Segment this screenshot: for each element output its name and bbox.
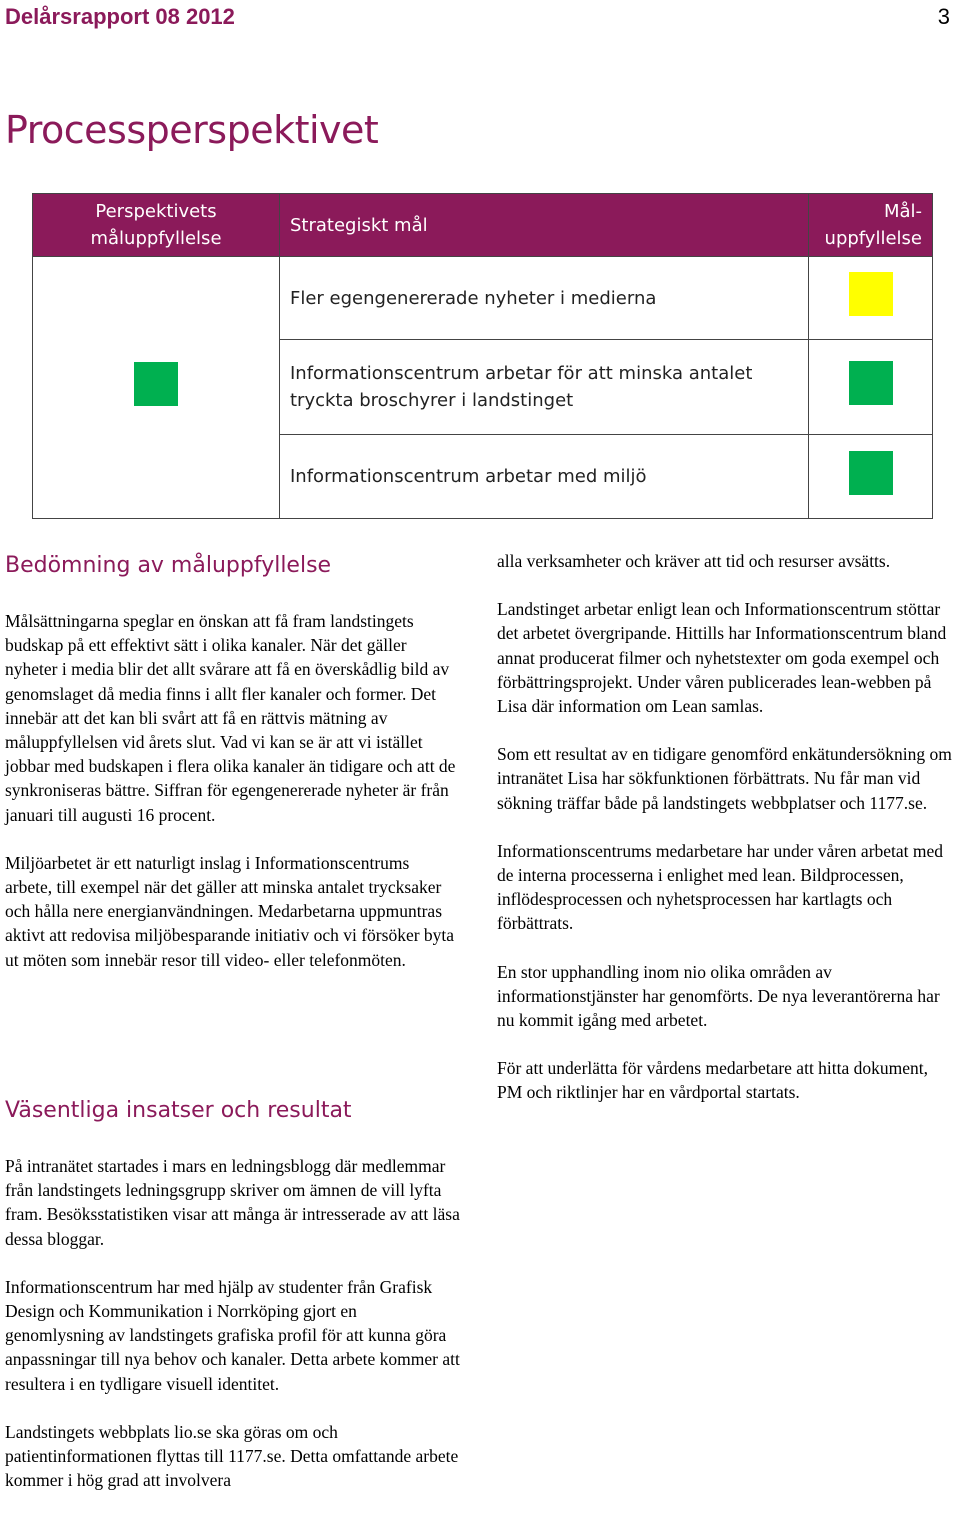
paragraph: Informationscentrum har med hjälp av studenter från Grafisk Design och Kommunikation i Norrköping gjort en genomlysning av landstingets grafiska profil för att kunna göra anpassningar till nya behov och kanaler. Detta arbete kommer att resultera i en tydligare visuell identitet.: [5, 1276, 460, 1394]
page-title: Processperspektivet: [5, 108, 379, 152]
right-column-text: [497, 549, 957, 1129]
goal-text: Informationscentrum arbetar för att minska antalet tryckta broschyrer i landstinget: [280, 340, 809, 435]
paragraph: På intranätet startades i mars en ledningsblogg där medlemmar från landstingets ledningsgrupp skriver om ämnen de vill lyfta fram. Besöksstatistiken visar att många är intresserade av att läsa dessa bloggar.: [5, 1156, 460, 1249]
paragraph: Målsättningarna speglar en önskan att få fram landstingets budskap på ett effektivt sätt i olika kanaler. När det gäller nyheter i media blir det allt svårare att få en överskådlig bild av genomslaget då media finns i allt fler kanaler och former. Det innebär att det kan bli svårt att få en rättvis mätning av måluppfyllelsen vid årets slut. Vad vi kan se är att vi istället jobbar med budskapen i flera olika kanaler än tidigare och att de synkroniseras bättre. Siffran för egengenererade nyheter är från januari till augusti 16 procent.: [5, 611, 456, 825]
efforts-text: [5, 1154, 460, 1516]
goal-status-indicator: [849, 272, 893, 316]
report-header-title: Delårsrapport 08 2012: [5, 4, 235, 29]
goal-status-cell: [809, 340, 933, 435]
header-perspective-fulfillment: Perspektivets måluppfyllelse: [33, 194, 280, 257]
perspective-status-cell: [33, 257, 280, 519]
goal-status-indicator: [849, 361, 893, 405]
goal-text: Informationscentrum arbetar med miljö: [280, 435, 809, 519]
paragraph: För att underlätta för vårdens medarbetare att hitta dokument, PM och riktlinjer har en vårdportal startats.: [497, 1058, 929, 1103]
goal-status-indicator: [849, 451, 893, 495]
perspective-status-indicator: [134, 362, 178, 406]
paragraph: Informationscentrums medarbetare har under våren arbetat med de interna processerna i enlighet med lean. Bildprocessen, inflödesprocessen och nyhetsprocessen har kartlagts och förbättrats.: [497, 840, 944, 934]
paragraph: Miljöarbetet är ett naturligt inslag i Informationscentrums arbete, till exempel när det gäller att minska antalet trycksaker och hålla nere energianvändningen. Medarbetarna uppmuntras aktivt att redovisa miljöbesparande initiativ och vi försöker byta ut möten som innebär resor till video- eller telefonmöten.: [5, 852, 455, 970]
goals-table-header-row: [33, 194, 933, 257]
assessment-text: [5, 609, 460, 996]
header-strategic-goal: Strategiskt mål: [280, 194, 809, 257]
paragraph: Landstingets webbplats lio.se ska göras om och patientinformationen flyttas till 1177.se. Detta omfattande arbete kommer i hög grad att involvera: [5, 1421, 459, 1491]
paragraph: Som ett resultat av en tidigare genomförd enkätundersökning om intranätet Lisa har sökfunktionen förbättrats. Nu får man vid sökning träffar både på landstingets webbplatser och 1177.se.: [497, 744, 952, 813]
page-number: 3: [937, 4, 950, 29]
header-goal-fulfillment: Mål-uppfyllelse: [809, 194, 933, 257]
paragraph: En stor upphandling inom nio olika områden av informationstjänster har genomförts. De nya leverantörerna har nu kommit igång med arbetet.: [497, 961, 940, 1031]
paragraph: alla verksamheter och kräver att tid och resurser avsätts.: [497, 551, 891, 571]
section-heading-efforts: Väsentliga insatser och resultat: [5, 1098, 352, 1123]
goal-status-cell: [809, 257, 933, 340]
section-heading-assessment: Bedömning av måluppfyllelse: [5, 553, 332, 578]
paragraph: Landstinget arbetar enligt lean och Informationscentrum stöttar det arbetet övergripande. Hittills har Informationscentrum bland annat producerat filmer och nyhetstexter om goda exempel och förbättringsprojekt. Under våren publicerades lean-webben på Lisa där information om Lean samlas.: [497, 599, 947, 717]
goal-status-cell: [809, 435, 933, 519]
goal-text: Fler egengenererade nyheter i medierna: [280, 257, 809, 340]
goals-table: [32, 193, 933, 519]
table-row: [33, 257, 933, 340]
